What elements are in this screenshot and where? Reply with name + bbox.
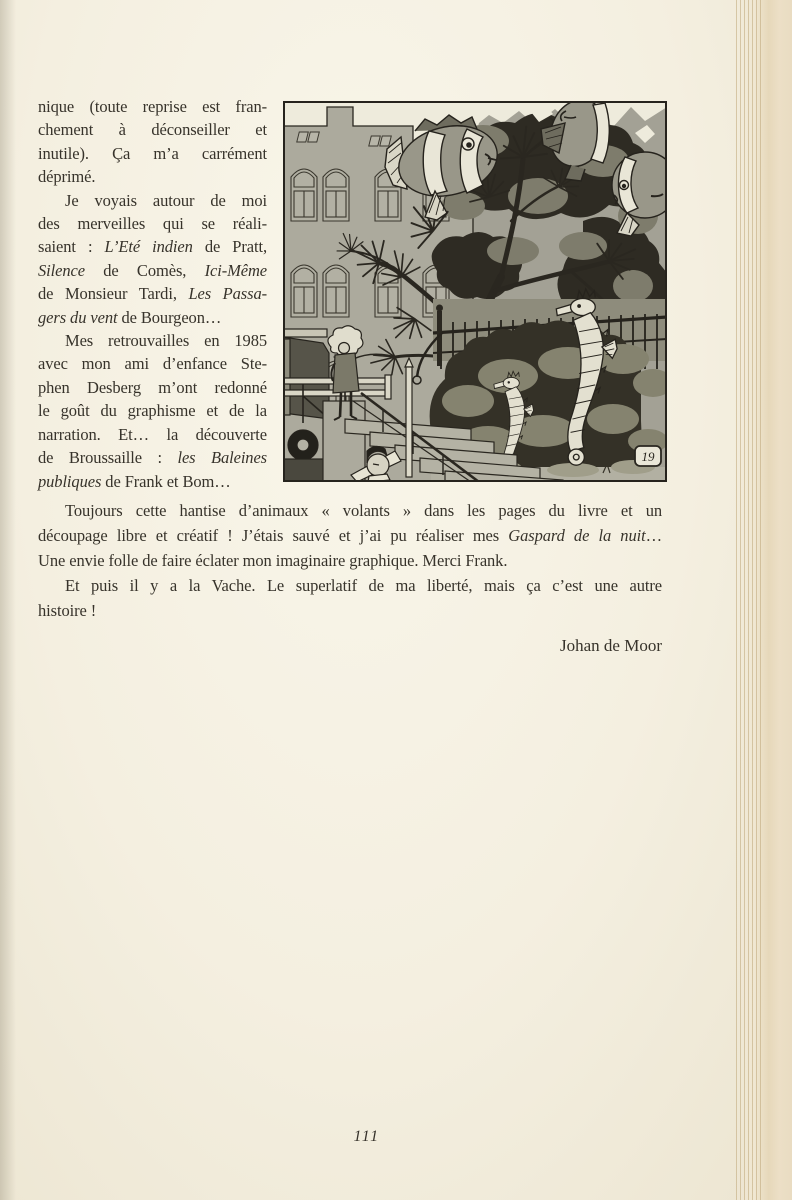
text-line (38, 165, 267, 188)
text-segment: de Broussaille : (38, 448, 178, 468)
text-segment: des merveilles qui se réali- (38, 214, 267, 234)
text-segment: phen Desberg m’ont redonné (38, 377, 267, 397)
italic-text: les Baleines (177, 448, 267, 468)
text-segment: de Frank et Bom… (101, 471, 231, 491)
author-signature: Johan de Moor (560, 636, 662, 655)
panel-number (635, 446, 661, 466)
text-line (38, 235, 267, 258)
italic-text: Silence (38, 260, 85, 280)
text-line (38, 329, 267, 352)
italic-text: Gaspard de la nuit (508, 526, 646, 545)
left-text-column (38, 95, 267, 493)
text-segment: … (645, 526, 662, 545)
page-number: 111 (353, 1128, 380, 1145)
text-segment: découpage libre et créatif ! J’étais sauvé et j’ai pu réaliser mes (38, 526, 509, 545)
text-segment: de Monsieur Tardi, (38, 284, 189, 304)
text-segment: Mes retrouvailles en 1985 (65, 331, 267, 351)
text-line (38, 282, 267, 305)
text-line (38, 142, 267, 165)
text-segment: nique (toute reprise est fran- (38, 97, 267, 116)
text-segment: avec mon ami d’enfance Ste- (38, 354, 267, 374)
text-line (38, 446, 267, 469)
text-segment: de Pratt, (192, 237, 267, 257)
gutter-shadow (0, 0, 16, 1200)
text-line (38, 470, 267, 493)
text-line (38, 399, 267, 422)
text-line (38, 259, 267, 282)
text-line (38, 212, 267, 235)
text-segment: saient : (38, 237, 105, 257)
italic-text: Ici-Même (204, 260, 267, 280)
text-line (38, 523, 662, 548)
text-segment: Toujours cette hantise d’animaux « volants » dans les pages du livre et un (65, 501, 662, 520)
text-segment: de Comès, (84, 260, 205, 280)
body-paragraphs (38, 498, 662, 623)
text-segment: narration. Et… la découverte (38, 424, 267, 444)
italic-text: publiques (38, 471, 102, 491)
page-edge-lines (736, 0, 762, 1200)
text-line (38, 376, 267, 399)
text-segment: histoire ! (38, 601, 97, 620)
text-segment: déprimé. (38, 167, 96, 187)
text-line (38, 95, 267, 118)
text-segment: Je voyais autour de moi (65, 190, 267, 210)
text-line (38, 189, 267, 212)
italic-text: gers du vent (38, 307, 118, 327)
text-line (38, 118, 267, 141)
book-page-edge (734, 0, 792, 1200)
panel-number-text: 19 (641, 449, 655, 464)
comic-panel-illustration (283, 101, 667, 482)
text-segment: Et puis il y a la Vache. Le superlatif de ma liberté, mais ça c’est une autre (65, 576, 662, 595)
text-line (38, 598, 662, 623)
text-line (38, 423, 267, 446)
text-segment: de Bourgeon… (117, 307, 222, 327)
text-segment: chement à déconseiller et (38, 120, 267, 140)
italic-text: L’Eté indien (104, 237, 193, 257)
text-line (38, 306, 267, 329)
text-segment: Une envie folle de faire éclater mon imaginaire graphique. Merci Frank. (38, 551, 508, 570)
text-line (38, 573, 662, 598)
text-line (38, 548, 662, 573)
text-line (38, 498, 662, 523)
text-segment: inutile). Ça m’a carrément (38, 143, 267, 163)
text-line (38, 352, 267, 375)
italic-text: Les Passa- (188, 284, 267, 304)
text-segment: le goût du graphisme et de la (38, 401, 267, 421)
